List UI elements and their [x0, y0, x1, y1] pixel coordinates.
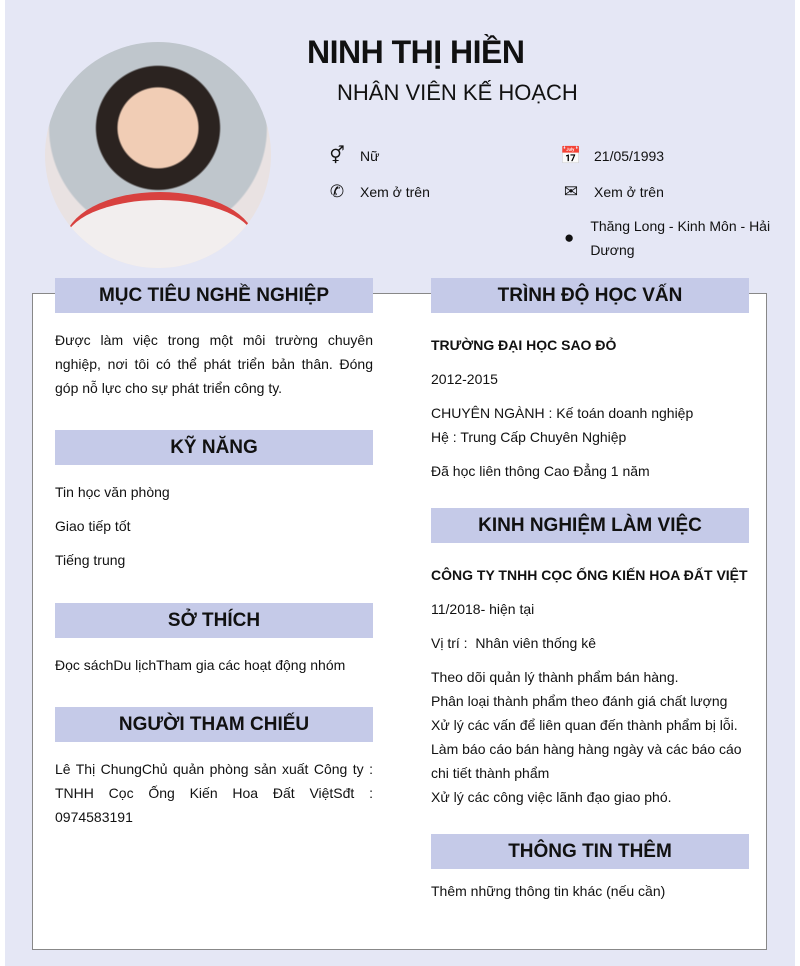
school-name: TRƯỜNG ĐẠI HỌC SAO ĐỎ [431, 337, 617, 353]
duty-item: Xử lý các công việc lãnh đạo giao phó. [431, 789, 672, 805]
candidate-name: NINH THỊ HIỀN [307, 34, 525, 70]
reference-text: Lê Thị ChungChủ quản phòng sản xuất Công ty : TNHH Cọc Ống Kiến Hoa Đất ViệtSđt : 0974583191 [55, 761, 373, 825]
avatar [45, 42, 271, 268]
address-value: Thăng Long - Kinh Môn - Hải Dương [590, 218, 771, 258]
hobbies-text: Đọc sáchDu lịchTham gia các hoạt động nhóm [55, 657, 346, 673]
birthday-value: 21/05/1993 [594, 148, 665, 164]
envelope-icon: ✉ [563, 182, 579, 201]
objective-text: Được làm việc trong một môi trường chuyên nghiệp, nơi tôi có thể phát triển bản thân. Đóng góp nỗ lực cho sự phát triển công ty. [55, 332, 373, 396]
phone-value: Xem ở trên [360, 184, 430, 200]
reference-heading: NGƯỜI THAM CHIẾU [55, 707, 373, 742]
email-value: Xem ở trên [594, 184, 664, 200]
candidate-role: NHÂN VIÊN KẾ HOẠCH [337, 80, 578, 105]
skill-item: Giao tiếp tốt [55, 518, 131, 534]
email-row [560, 182, 664, 202]
gender-value: Nữ [360, 148, 380, 164]
company-name: CÔNG TY TNHH CỌC ỐNG KIẾN HOA ĐẤT VIỆT [431, 567, 748, 583]
education-major: CHUYÊN NGÀNH : Kế toán doanh nghiệp [431, 405, 694, 421]
birthday-row [560, 146, 664, 166]
objective-heading: MỤC TIÊU NGHỀ NGHIỆP [55, 278, 373, 313]
experience-duties [431, 665, 749, 809]
phone-icon: ✆ [329, 182, 345, 201]
education-period: 2012-2015 [431, 371, 498, 387]
hobbies-heading: SỞ THÍCH [55, 603, 373, 638]
address-row [560, 214, 780, 262]
education-level: Hệ : Trung Cấp Chuyên Nghiệp [431, 429, 627, 445]
extra-heading: THÔNG TIN THÊM [431, 834, 749, 869]
experience-heading: KINH NGHIỆM LÀM VIỆC [431, 508, 749, 543]
skills-heading: KỸ NĂNG [55, 430, 373, 465]
calendar-icon: 📅 [560, 146, 582, 165]
extra-text: Thêm những thông tin khác (nếu cần) [431, 883, 666, 899]
education-note: Đã học liên thông Cao Đẳng 1 năm [431, 463, 650, 479]
gender-icon: ⚥ [329, 146, 345, 165]
duty-item: Phân loại thành phẩm theo đánh giá chất lượng [431, 693, 728, 709]
experience-period: 11/2018- hiện tại [431, 601, 535, 617]
duty-item: Làm báo cáo bán hàng hàng ngày và các báo cáo chi tiết thành phẩm [431, 741, 742, 781]
duty-item: Theo dõi quản lý thành phẩm bán hàng. [431, 669, 679, 685]
gender-row [326, 146, 379, 166]
skill-item: Tin học văn phòng [55, 484, 170, 500]
phone-row [326, 182, 430, 202]
skill-item: Tiếng trung [55, 552, 126, 568]
map-pin-icon: ● [564, 228, 575, 247]
experience-position: Vị trí : Nhân viên thống kê [431, 635, 596, 651]
duty-item: Xử lý các vấn để liên quan đến thành phẩm bị lỗi. [431, 717, 738, 733]
education-heading: TRÌNH ĐỘ HỌC VẤN [431, 278, 749, 313]
